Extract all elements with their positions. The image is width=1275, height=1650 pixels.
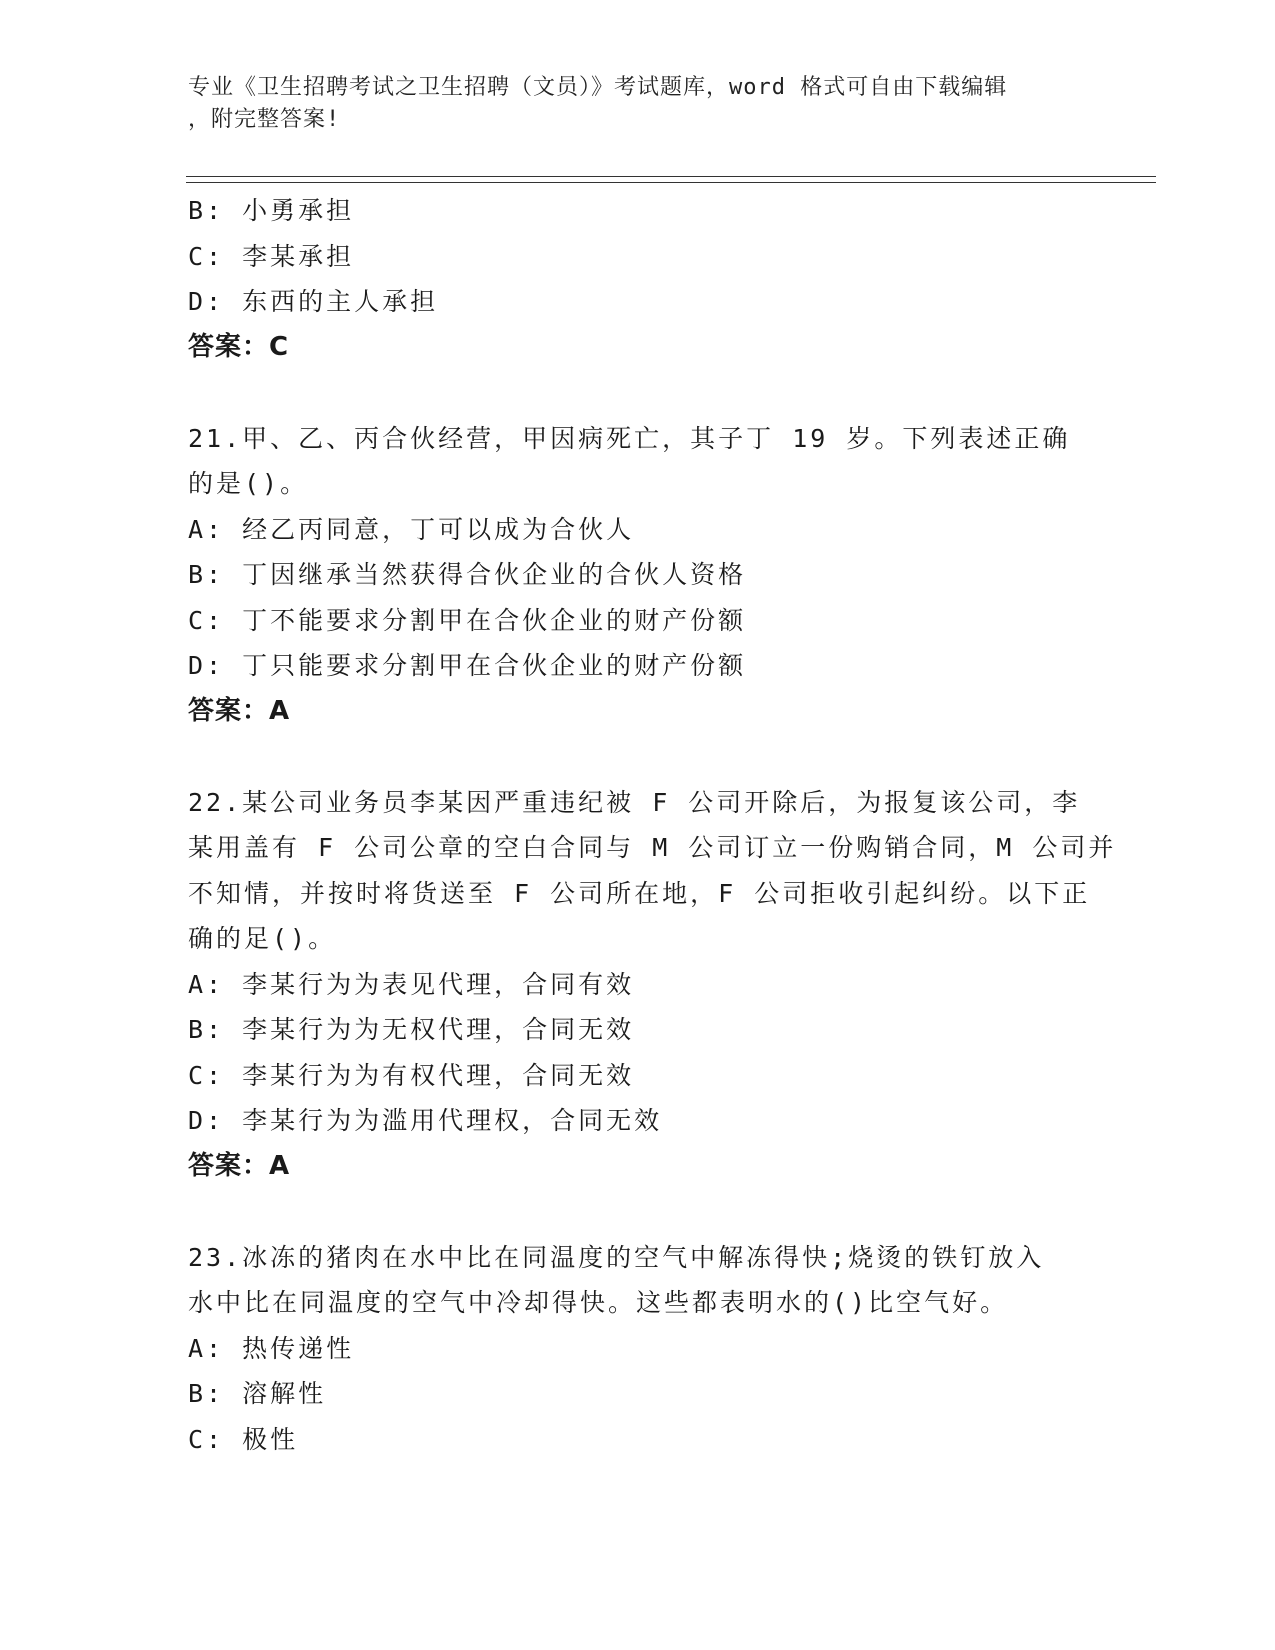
answer-label: 答案：A [188,1150,291,1181]
option-d: D: 东西的主人承担 [188,287,439,316]
header-line-1: 专业《卫生招聘考试之卫生招聘（文员）》考试题库，word 格式可自由下载编辑 [188,75,1008,100]
option-b: B: 溶解性 [188,1379,327,1408]
option-b: B: 李某行为为无权代理，合同无效 [188,1015,635,1044]
answer-label: 答案：A [188,695,291,726]
question-stem-line: 23.冰冻的猪肉在水中比在同温度的空气中解冻得快;烧烫的铁钉放入 [188,1242,1045,1272]
option-a: A: 经乙丙同意，丁可以成为合伙人 [188,514,635,544]
header-divider [186,176,1156,183]
option-d: D: 李某行为为滥用代理权，合同无效 [188,1106,663,1135]
question-20-continued [188,188,1088,370]
question-stem-line: 确的足()。 [188,924,337,953]
answer-label: 答案：C [188,331,290,362]
header-line-2: ，附完整答案! [188,107,341,132]
option-c: C: 李某行为为有权代理，合同无效 [188,1060,635,1090]
option-d: D: 丁只能要求分割甲在合伙企业的财产份额 [188,651,747,680]
spacer [188,370,1088,416]
spacer [188,1189,1088,1235]
question-stem-line: 的是()。 [188,469,309,498]
question-stem-line: 不知情，并按时将货送至 F 公司所在地，F 公司拒收引起纠纷。以下正 [188,878,1091,908]
option-c: C: 丁不能要求分割甲在合伙企业的财产份额 [188,605,747,635]
question-22 [188,780,1117,1190]
option-b: B: 丁因继承当然获得合伙企业的合伙人资格 [188,560,747,589]
question-23 [188,1235,1088,1463]
option-a: A: 热传递性 [188,1333,355,1363]
page-header [188,72,1088,136]
option-a: A: 李某行为为表见代理，合同有效 [188,969,635,999]
spacer [188,734,1088,780]
question-stem-line: 22.某公司业务员李某因严重违纪被 F 公司开除后，为报复该公司，李 [188,787,1081,817]
question-stem-line: 某用盖有 F 公司公章的空白合同与 M 公司订立一份购销合同，M 公司并 [188,833,1117,862]
option-c: C: 李某承担 [188,241,355,271]
option-b: B: 小勇承担 [188,196,355,225]
question-21 [188,416,1088,735]
option-c: C: 极性 [188,1424,299,1454]
document-body [188,188,1117,1462]
question-stem-line: 水中比在同温度的空气中冷却得快。这些都表明水的()比空气好。 [188,1288,1009,1317]
question-stem-line: 21.甲、乙、丙合伙经营，甲因病死亡，其子丁 19 岁。下列表述正确 [188,423,1071,453]
